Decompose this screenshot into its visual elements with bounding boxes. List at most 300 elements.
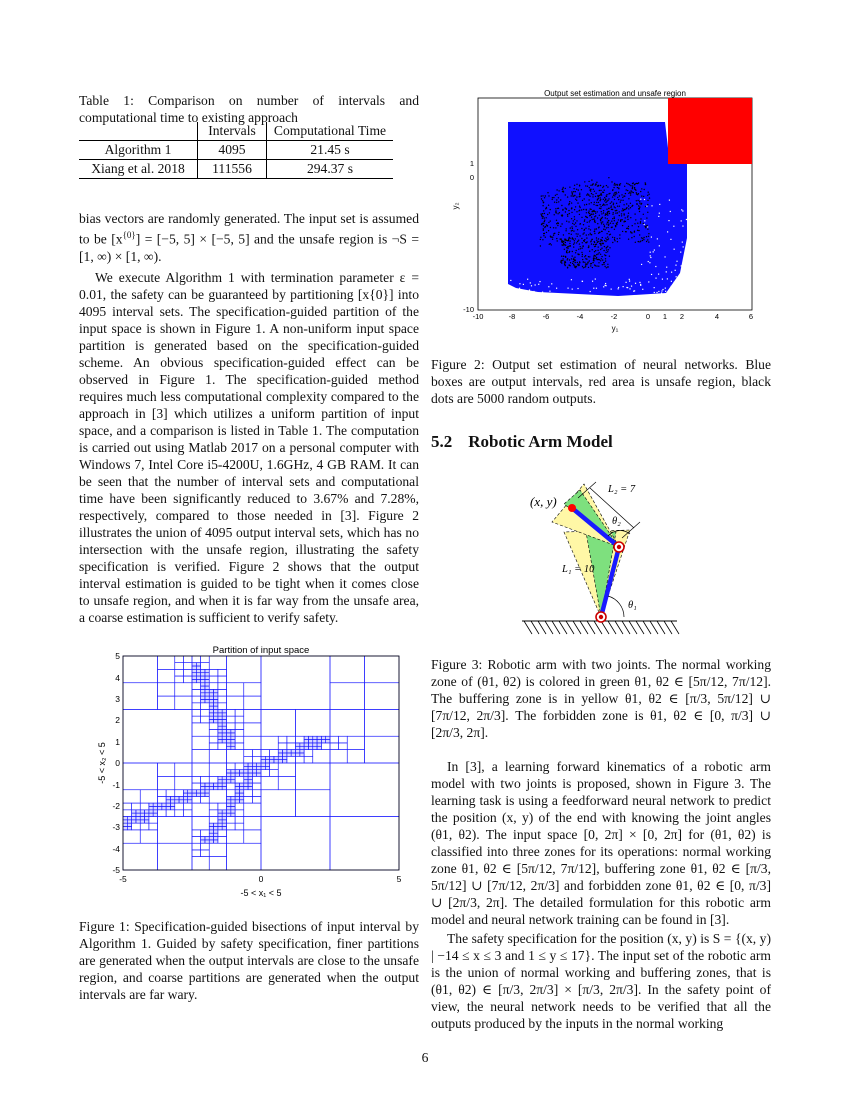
random-output-dot — [584, 204, 585, 205]
random-output-dot — [614, 195, 615, 196]
partition-cell — [244, 756, 253, 763]
random-output-dot — [630, 207, 631, 208]
random-output-dot — [603, 264, 604, 265]
partition-cell — [227, 796, 231, 799]
random-output-dot — [562, 191, 563, 192]
random-output-dot — [586, 212, 587, 213]
partition-cell — [313, 736, 317, 739]
output-gap — [592, 281, 593, 282]
random-output-dot — [571, 202, 572, 203]
partition-cell — [261, 776, 278, 789]
random-output-dot — [573, 265, 574, 266]
output-gap — [582, 281, 583, 282]
figure-2-title: Output set estimation and unsafe region — [544, 89, 686, 98]
partition-cell — [205, 693, 209, 696]
random-output-dot — [553, 227, 554, 228]
figure-2 — [440, 88, 770, 338]
partition-cell — [231, 776, 235, 779]
random-output-dot — [579, 243, 580, 244]
partition-cell — [252, 770, 256, 773]
random-output-dot — [574, 257, 575, 258]
random-output-dot — [638, 226, 639, 227]
partition-cell — [175, 683, 192, 696]
output-gap — [675, 265, 676, 266]
partition-cell — [231, 730, 235, 733]
random-output-dot — [593, 260, 594, 261]
robotic-arm-diagram — [512, 474, 682, 644]
partition-cell — [132, 823, 141, 830]
partition-cell — [235, 786, 239, 789]
output-gap — [631, 286, 632, 287]
ground-hatch-line — [643, 621, 651, 634]
random-output-dot — [619, 215, 620, 216]
partition-cell — [192, 750, 209, 763]
random-output-dot — [617, 197, 618, 198]
random-output-dot — [594, 258, 595, 259]
partition-cell — [209, 840, 213, 843]
random-output-dot — [556, 238, 557, 239]
partition-cell — [214, 823, 218, 826]
random-output-dot — [559, 212, 560, 213]
random-output-dot — [573, 244, 574, 245]
partition-cell — [227, 716, 236, 723]
partition-cell — [261, 710, 296, 737]
random-output-dot — [587, 186, 588, 187]
random-output-dot — [612, 196, 613, 197]
random-output-dot — [598, 185, 599, 186]
random-output-dot — [595, 193, 596, 194]
partition-cell — [227, 780, 231, 783]
partition-cell — [205, 686, 209, 689]
partition-cell — [175, 663, 184, 670]
partition-cell — [222, 723, 226, 726]
random-output-dot — [574, 224, 575, 225]
figure-1-ylabel: -5 < x₂ < 5 — [97, 742, 107, 784]
random-output-dot — [560, 199, 561, 200]
output-gap — [603, 286, 604, 287]
random-output-dot — [602, 243, 603, 244]
partition-cell — [283, 753, 287, 756]
random-output-dot — [576, 233, 577, 234]
partition-cell — [192, 843, 201, 850]
ground-hatch-line — [545, 621, 553, 634]
partition-cell — [227, 813, 231, 816]
random-output-dot — [567, 246, 568, 247]
random-output-dot — [643, 237, 644, 238]
random-output-dot — [585, 228, 586, 229]
partition-cell — [218, 730, 222, 733]
random-output-dot — [561, 256, 562, 257]
random-output-dot — [590, 263, 591, 264]
random-output-dot — [573, 246, 574, 247]
table-cell: 111556 — [198, 160, 267, 179]
random-output-dot — [638, 230, 639, 231]
partition-cell — [244, 817, 261, 830]
partition-cell — [214, 710, 218, 713]
random-output-dot — [561, 205, 562, 206]
svg-text:-3: -3 — [112, 822, 120, 832]
output-gap — [629, 288, 630, 289]
random-output-dot — [626, 208, 627, 209]
partition-cell — [347, 750, 364, 763]
partition-cell — [347, 736, 364, 749]
output-gap — [682, 241, 683, 242]
output-gap — [542, 292, 543, 293]
random-output-dot — [605, 229, 606, 230]
random-output-dot — [590, 233, 591, 234]
random-output-dot — [639, 211, 640, 212]
random-output-dot — [609, 247, 610, 248]
output-gap — [653, 251, 654, 252]
partition-cell — [365, 736, 400, 763]
random-output-dot — [614, 183, 615, 184]
random-output-dot — [557, 225, 558, 226]
partition-cell — [123, 803, 132, 810]
random-output-dot — [594, 211, 595, 212]
partition-cell — [183, 669, 192, 676]
random-output-dot — [607, 222, 608, 223]
random-output-dot — [635, 219, 636, 220]
partition-cell — [222, 730, 226, 733]
output-gap — [651, 205, 652, 206]
random-output-dot — [611, 205, 612, 206]
partition-cell — [140, 810, 144, 813]
ground-hatch-line — [552, 621, 560, 634]
random-output-dot — [582, 200, 583, 201]
partition-cell — [227, 733, 231, 736]
partition-cell — [218, 820, 222, 823]
random-output-dot — [613, 203, 614, 204]
partition-cell — [330, 736, 339, 743]
section-heading — [431, 432, 771, 452]
random-output-dot — [588, 245, 589, 246]
svg-text:-6: -6 — [542, 312, 550, 321]
random-output-dot — [574, 195, 575, 196]
random-output-dot — [627, 228, 628, 229]
random-output-dot — [576, 242, 577, 243]
output-gap — [590, 291, 591, 292]
random-output-dot — [615, 207, 616, 208]
random-output-dot — [607, 218, 608, 219]
partition-cell — [218, 723, 222, 726]
partition-cell — [261, 750, 270, 757]
random-output-dot — [620, 201, 621, 202]
partition-cell — [209, 827, 213, 830]
partition-cell — [339, 736, 348, 743]
random-output-dot — [625, 221, 626, 222]
random-output-dot — [646, 241, 647, 242]
partition-cell — [274, 760, 278, 763]
random-output-dot — [585, 242, 586, 243]
output-gap — [654, 249, 655, 250]
partition-cell — [158, 810, 167, 817]
partition-cell — [244, 770, 248, 773]
partition-cell — [158, 776, 175, 789]
output-gap — [531, 285, 532, 286]
random-output-dot — [576, 200, 577, 201]
partition-cell — [261, 763, 265, 766]
partition-cell — [304, 750, 313, 757]
random-output-dot — [566, 228, 567, 229]
partition-cell — [248, 780, 252, 783]
ground-hatch-line — [671, 621, 679, 634]
random-output-dot — [584, 181, 585, 182]
partition-cell — [149, 813, 153, 816]
random-output-dot — [582, 266, 583, 267]
partition-cell — [209, 710, 213, 713]
paragraph: We execute Algorithm 1 with termination parameter ε = 0.01, the safety can be guaranteed by partitioning [x{0}] into 4095 interval sets. The specification-guided partition of the input space is shown in Figure 1. A non-uniform input space partition is generated based on the specification-guided scheme. An obvious specification-guided effect can be observed in Figure 1. The specification-guided method requires much less computational complexity compared to the approach in [3] which utilizes a uniform partition of input space, and a comparison is listed in Table 1. The computation is carried out using Matlab 2017 on a personal computer with Windows 7, Intel Core i5-4200U, 1.6GHz, 4 GB RAM. It can be seen that the number of interval sets and computational time have been significantly reduced to 3.67% and 7.28%, respectively, compared to those needed in [3]. Figure 2 illustrates the union of 4095 output interval sets, which has no intersection with the unsafe region, illustrating the safety specification is verified. Figure 2 shows that the output interval estimation is guided to be tight when it comes close to unsafe region, and when it is far way from the unsafe area, a coarse estimation is sufficient to verify safety. — [79, 269, 419, 625]
partition-cell — [218, 803, 227, 810]
random-output-dot — [546, 207, 547, 208]
random-output-dot — [571, 212, 572, 213]
partition-cell — [205, 790, 209, 793]
partition-cell — [209, 786, 213, 789]
random-output-dot — [590, 189, 591, 190]
random-output-dot — [578, 254, 579, 255]
random-output-dot — [603, 186, 604, 187]
random-output-dot — [584, 256, 585, 257]
partition-cell — [257, 763, 261, 766]
partition-cell — [214, 783, 218, 786]
random-output-dot — [605, 217, 606, 218]
random-output-dot — [565, 207, 566, 208]
random-output-dot — [600, 241, 601, 242]
random-output-dot — [587, 222, 588, 223]
partition-cell — [235, 783, 239, 786]
random-output-dot — [607, 211, 608, 212]
partition-cell — [231, 746, 235, 749]
random-output-dot — [602, 187, 603, 188]
random-output-dot — [592, 194, 593, 195]
partition-cell — [244, 696, 261, 709]
partition-cell — [183, 810, 192, 817]
random-output-dot — [601, 213, 602, 214]
random-output-dot — [580, 248, 581, 249]
partition-cell — [192, 703, 201, 710]
random-output-dot — [558, 232, 559, 233]
partition-cell — [218, 837, 227, 844]
random-output-dot — [643, 239, 644, 240]
partition-cell — [235, 817, 244, 824]
svg-text:4: 4 — [115, 673, 120, 683]
random-output-dot — [612, 190, 613, 191]
random-output-dot — [601, 218, 602, 219]
partition-cell — [192, 666, 196, 669]
svg-text:4: 4 — [714, 312, 720, 321]
random-output-dot — [571, 195, 572, 196]
partition-cell — [278, 763, 295, 776]
random-output-dot — [542, 195, 543, 196]
partition-cell — [261, 760, 265, 763]
output-gap — [683, 246, 684, 247]
random-output-dot — [577, 233, 578, 234]
partition-cell — [158, 843, 193, 870]
random-output-dot — [645, 206, 646, 207]
partition-cell — [313, 746, 317, 749]
random-output-dot — [643, 196, 644, 197]
random-output-dot — [618, 192, 619, 193]
random-output-dot — [625, 193, 626, 194]
partition-cell — [287, 756, 296, 763]
output-gap — [639, 282, 640, 283]
random-output-dot — [563, 241, 564, 242]
partition-cell — [278, 760, 282, 763]
partition-cell — [222, 817, 226, 820]
random-output-dot — [594, 202, 595, 203]
partition-cell — [209, 830, 213, 833]
partition-cell — [201, 786, 205, 789]
random-output-dot — [600, 206, 601, 207]
partition-cell — [123, 823, 127, 826]
partition-cell — [183, 800, 187, 803]
random-output-dot — [597, 250, 598, 251]
random-output-dot — [544, 233, 545, 234]
partition-cell — [274, 756, 278, 759]
random-output-dot — [546, 224, 547, 225]
random-output-dot — [631, 237, 632, 238]
partition-cell — [201, 837, 205, 840]
partition-cell — [123, 656, 158, 683]
random-output-dot — [592, 267, 593, 268]
random-output-dot — [610, 223, 611, 224]
random-output-dot — [595, 213, 596, 214]
partition-cell — [231, 743, 235, 746]
partition-cell — [196, 793, 200, 796]
partition-cell — [296, 710, 331, 737]
random-output-dot — [575, 238, 576, 239]
partition-cell — [296, 763, 331, 790]
table-header-cell — [79, 122, 198, 141]
partition-cell — [227, 743, 231, 746]
partition-cell — [209, 730, 218, 737]
partition-cell — [222, 726, 226, 729]
output-gap — [556, 288, 557, 289]
random-output-dot — [641, 237, 642, 238]
random-output-dot — [586, 194, 587, 195]
random-output-dot — [646, 225, 647, 226]
random-output-dot — [569, 201, 570, 202]
random-output-dot — [628, 213, 629, 214]
partition-cell — [244, 773, 248, 776]
partition-cell — [205, 793, 209, 796]
partition-cell — [175, 810, 184, 817]
partition-cell — [278, 776, 295, 789]
random-output-dot — [648, 236, 649, 237]
partition-cell — [231, 740, 235, 743]
random-output-dot — [588, 234, 589, 235]
partition-cell — [175, 790, 184, 797]
random-output-dot — [555, 208, 556, 209]
random-output-dot — [605, 215, 606, 216]
random-output-dot — [648, 241, 649, 242]
random-output-dot — [643, 214, 644, 215]
partition-cell — [183, 663, 192, 670]
partition-cell — [227, 823, 236, 830]
random-output-dot — [612, 223, 613, 224]
random-output-dot — [600, 197, 601, 198]
output-gap — [611, 289, 612, 290]
random-output-dot — [572, 192, 573, 193]
output-gap — [646, 206, 647, 207]
random-output-dot — [565, 188, 566, 189]
random-output-dot — [558, 234, 559, 235]
table-cell: 21.45 s — [267, 141, 394, 160]
partition-cell — [214, 713, 218, 716]
random-output-dot — [588, 246, 589, 247]
partition-cell — [188, 790, 192, 793]
label-theta2: θ₂ — [612, 516, 621, 527]
random-output-dot — [579, 262, 580, 263]
partition-cell — [175, 763, 192, 776]
random-output-dot — [597, 253, 598, 254]
random-output-dot — [635, 189, 636, 190]
partition-cell — [313, 750, 330, 763]
random-output-dot — [596, 237, 597, 238]
svg-text:-10: -10 — [463, 305, 474, 314]
partition-cell — [214, 699, 218, 702]
partition-cell — [201, 683, 205, 686]
partition-cell — [296, 753, 300, 756]
random-output-dot — [607, 213, 608, 214]
random-output-dot — [581, 217, 582, 218]
paragraph: In [3], a learning forward kinematics of a robotic arm model with two joints is proposed, shown in Figure 3. The learning task is using a feedforward neural network to predict the position (x, y) of the end with knowing the joint angles (θ1, θ2). The input space [0, 2π] × [0, 2π] for (θ1, θ2) is classified into three zones for its operations: normal working zone θ1, θ2 ∈ [5π/12, 7π/12], buffering zone θ1, θ2 ∈ [π/3, 5π/12] ∪ [7π/12, 2π/3] and forbidden zone θ1, θ2 ∈ [0, π/3] ∪ [2π/3, 2π]. The detailed formulation for this robotic arm model and neural network training can be found in [3]. — [431, 759, 771, 927]
random-output-dot — [621, 213, 622, 214]
random-output-dot — [618, 199, 619, 200]
random-output-dot — [592, 249, 593, 250]
random-output-dot — [569, 251, 570, 252]
partition-cell — [321, 743, 330, 750]
random-output-dot — [607, 227, 608, 228]
table-1 — [79, 122, 393, 179]
label-l2: L₂ = 7 — [608, 484, 636, 495]
output-gap — [648, 261, 649, 262]
random-output-dot — [647, 212, 648, 213]
random-output-dot — [575, 262, 576, 263]
random-output-dot — [614, 239, 615, 240]
random-output-dot — [633, 192, 634, 193]
output-gap — [654, 287, 655, 288]
partition-cell — [140, 813, 144, 816]
partition-cell — [149, 823, 158, 830]
partition-cell — [170, 806, 174, 809]
output-gap — [665, 291, 666, 292]
partition-cell — [287, 753, 291, 756]
random-output-dot — [564, 261, 565, 262]
random-output-dot — [605, 258, 606, 259]
random-output-dot — [558, 197, 559, 198]
partition-cell — [261, 766, 265, 769]
partition-cell — [158, 696, 175, 709]
partition-cell — [265, 756, 269, 759]
right-body-text — [431, 758, 771, 1032]
partition-cell — [222, 783, 226, 786]
random-output-dot — [610, 234, 611, 235]
partition-cell — [192, 663, 196, 666]
random-output-dot — [632, 183, 633, 184]
random-output-dot — [585, 258, 586, 259]
output-gap — [668, 220, 669, 221]
random-output-dot — [638, 182, 639, 183]
random-output-dot — [576, 196, 577, 197]
partition-cell — [201, 793, 205, 796]
random-output-dot — [581, 238, 582, 239]
output-gap — [670, 239, 671, 240]
partition-cell — [170, 800, 174, 803]
random-output-dot — [555, 227, 556, 228]
partition-cell — [205, 783, 209, 786]
partition-cell — [153, 806, 157, 809]
partition-cell — [162, 803, 166, 806]
